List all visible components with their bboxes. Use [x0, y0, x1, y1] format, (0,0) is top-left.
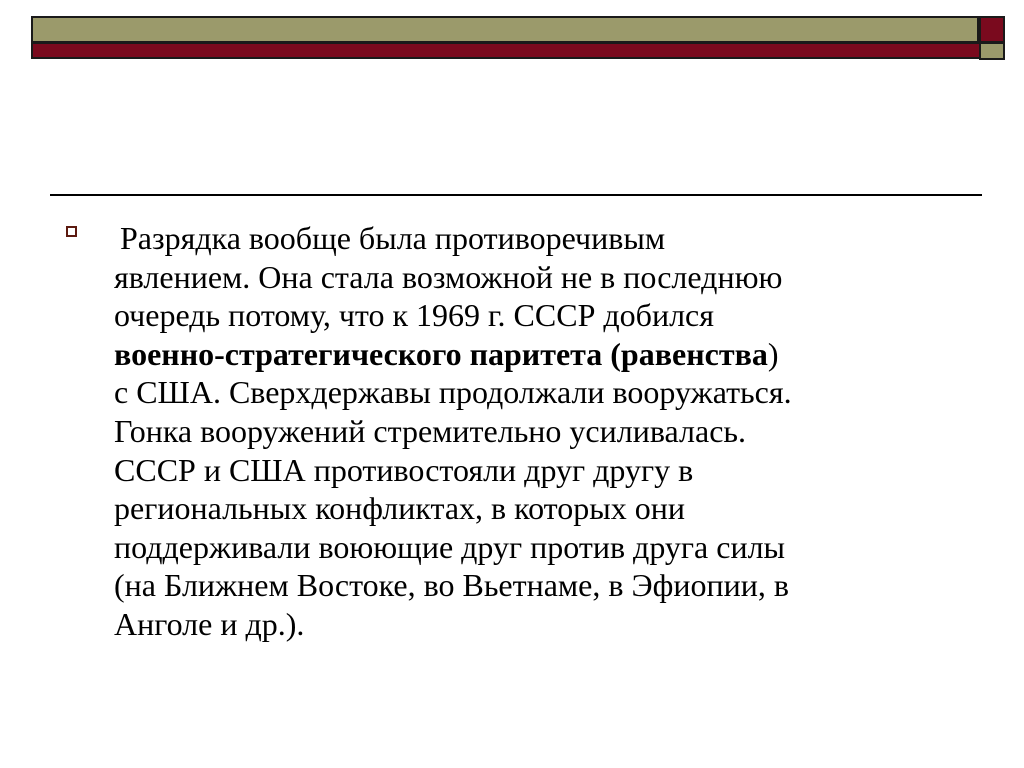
body-line-5: с США. Сверхдержавы продолжали вооружаться.: [114, 374, 792, 411]
body-line-8: региональных конфликтах, в которых они: [114, 490, 685, 527]
header-square-olive: [979, 42, 1005, 60]
body-line-10: (на Ближнем Востоке, во Вьетнаме, в Эфиопии, в: [114, 567, 789, 604]
hollow-square-bullet-icon: [66, 226, 77, 237]
body-line-2: явлением. Она стала возможной не в последнюю: [114, 258, 783, 295]
body-line-9: поддерживали воюющие друг против друга силы: [114, 528, 786, 565]
body-line-11: Анголе и др.).: [114, 605, 305, 642]
bold-phrase: военно-стратегического паритета (равенства: [114, 335, 768, 372]
title-divider-line: [50, 194, 982, 196]
body-line-4: [114, 335, 974, 374]
bold-phrase-suffix: ): [767, 335, 779, 372]
body-text: [114, 219, 974, 644]
header-bar-olive: [31, 16, 979, 43]
body-line-7: СССР и США противостояли друг другу в: [114, 451, 694, 488]
header-square-maroon: [979, 16, 1005, 43]
body-line-6: Гонка вооружений стремительно усиливалась.: [114, 412, 746, 449]
header-bar-maroon: [31, 42, 1005, 59]
body-line-3: очередь потому, что к 1969 г. СССР добился: [114, 297, 714, 334]
body-line-1: Разрядка вообще была противоречивым: [120, 220, 666, 256]
